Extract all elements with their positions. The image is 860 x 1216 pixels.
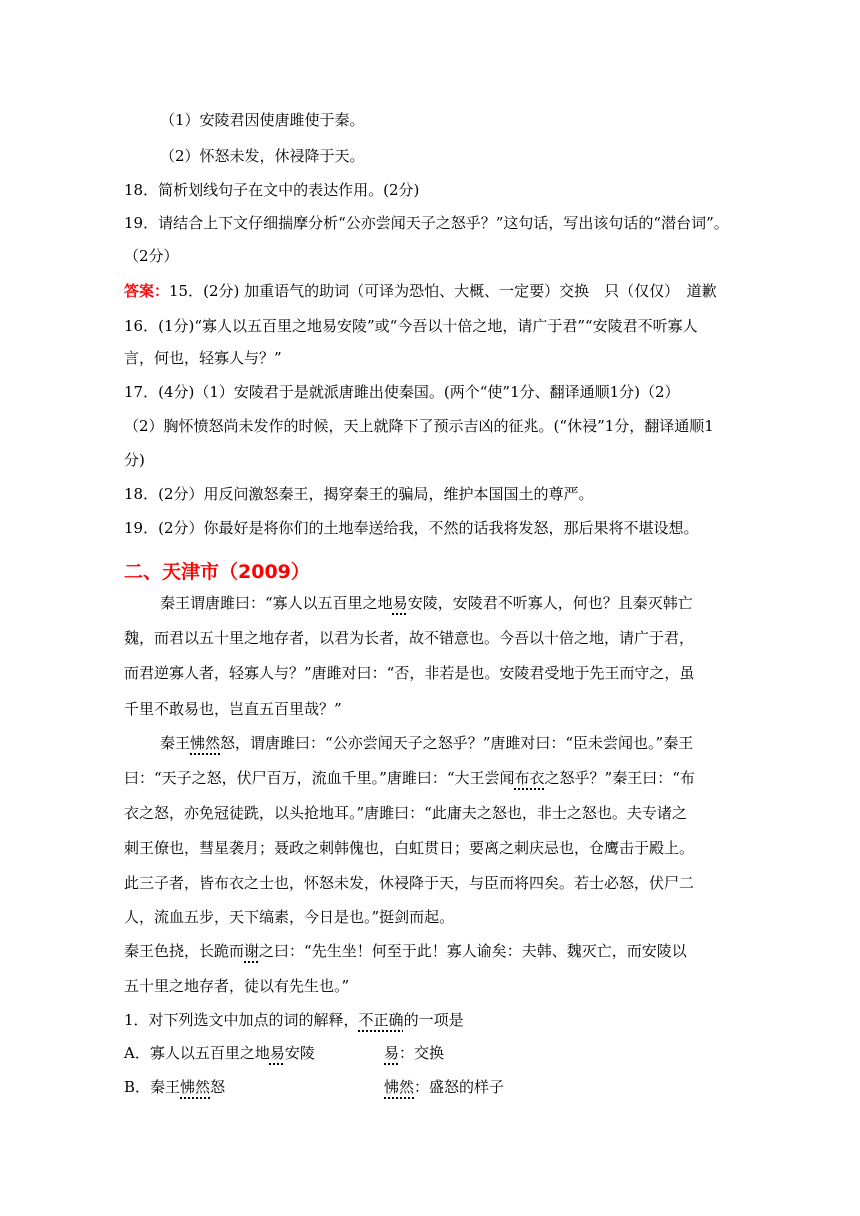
dotted-word: 不正确 [358,1011,404,1029]
passage-p2-line-2 [124,768,744,788]
question-18: 18．简析划线句子在文中的表达作用。(2分) [124,181,420,199]
passage-p1-line-4: 千里不敢易也，岂直五百里哉？” [124,700,342,718]
dotted-word: 易 [269,1044,285,1062]
text-segment: 之曰：“先生坐！何至于此！寡人谕矣：夫韩、魏灭亡，而安陵以 [259,942,687,960]
sentence-1: （1）安陵君因使唐雎使于秦。 [160,111,365,129]
passage-p1-line-1 [160,593,744,613]
passage-p3-line-2: 五十里之地存者，徒以有先生也。” [124,977,350,995]
answer-17-line-2: （2）胸怀愤怒尚未发作的时候，天上就降下了预示吉凶的征兆。(“休祲”1分，翻译通顺1 [124,417,714,435]
answer-15 [124,281,744,301]
option-letter: A． [124,1044,150,1062]
answer-19: 19．(2分）你最好是将你们的土地奉送给我，不然的话我将发怒，那后果将不堪设想。 [124,519,699,537]
passage-p2-line-3: 衣之怒，亦免冠徒跣，以头抢地耳。”唐雎曰：“此庸夫之怒也，非士之怒也。夫专诸之 [124,804,687,822]
section-heading: 二、天津市（2009） [124,561,310,583]
sentence-2: （2）怀怒未发，休祲降于天。 [160,147,365,165]
text-segment: 之怒乎？”秦王曰：“布 [544,769,695,787]
dotted-word: 怫然 [180,1078,211,1096]
text-segment: 秦王 [160,734,191,752]
text-segment: 秦王色挠，长跪而 [124,942,245,960]
gloss-text: ：盛怒的样子 [414,1078,505,1096]
dotted-word: 易 [392,594,408,612]
answer-16-line-1: 16．(1分)“寡人以五百里之地易安陵”或“今吾以十倍之地，请广于君”“安陵君不听寡人 [124,317,698,335]
text-segment: 安陵 [284,1044,315,1062]
passage-p2-line-1 [160,733,744,753]
gloss-text: ：交换 [399,1044,445,1062]
answer-16-line-2: 言，何也，轻寡人与？” [124,349,282,367]
question-1-stem [124,1010,744,1030]
passage-p1-line-2: 魏，而君以五十里之地存者，以君为长者，故不错意也。今吾以十倍之地，请广于君， [124,629,695,647]
answer-17-line-3: 分) [124,451,145,469]
passage-p2-line-6: 人，流血五步，天下缟素，今日是也。”挺剑而起。 [124,908,455,926]
option-a-gloss [384,1043,444,1063]
dotted-word: 怫然 [190,734,221,752]
answer-17-line-1: 17．(4分)（1）安陵君于是就派唐雎出使秦国。(两个“使”1分、翻译通顺1分)（2） [124,383,680,401]
text-segment: 的一项是 [403,1011,464,1029]
answer-15-text: 15．(2分) 加重语气的助词（可译为恐怕、大概、一定要）交换 只（仅仅） 道歉 [169,282,717,300]
text-segment: 怒，谓唐雎曰：“公亦尝闻天子之怒乎？”唐雎对曰：“臣未尝闻也。”秦王 [220,734,694,752]
text-segment: 怒 [210,1078,226,1096]
text-segment: 秦王 [150,1078,181,1096]
text-segment: 寡人以五百里之地 [149,1044,270,1062]
question-19-line-2: （2分） [124,247,179,265]
passage-p3-line-1 [124,941,744,961]
passage-p1-line-3: 而君逆寡人者，轻寡人与？”唐雎对曰：“否，非若是也。安陵君受地于先王而守之，虽 [124,664,695,682]
passage-p2-line-5: 此三子者，皆布衣之士也，怀怒未发，休祲降于天，与臣而将四矣。若士必怒，伏尸二 [124,874,695,892]
dotted-word: 怫然 [384,1078,415,1096]
text-segment: 秦王谓唐雎曰：“寡人以五百里之地 [160,594,393,612]
dotted-word: 易 [384,1044,400,1062]
text-segment: 曰：“天子之怒，伏尸百万，流血千里。”唐雎曰：“大王尝闻 [124,769,515,787]
answer-label: 答案： [124,282,170,300]
dotted-word: 谢 [244,942,260,960]
passage-p2-line-4: 刺王僚也，彗星袭月；聂政之刺韩傀也，白虹贯日；要离之刺庆忌也，仓鹰击于殿上。 [124,839,695,857]
question-19-line-1: 19．请结合上下文仔细揣摩分析“公亦尝闻天子之怒乎？”这句话，写出该句话的“潜台词”。 [124,214,729,232]
text-segment: 安陵，安陵君不听寡人，何也？且秦灭韩亡 [407,594,693,612]
dotted-word: 布衣 [514,769,545,787]
option-b-gloss [384,1077,504,1097]
answer-18: 18．(2分）用反问激怒秦王，揭穿秦王的骗局，维护本国国土的尊严。 [124,485,594,503]
option-letter: B． [124,1078,151,1096]
text-segment: 1．对下列选文中加点的词的解释， [124,1011,359,1029]
